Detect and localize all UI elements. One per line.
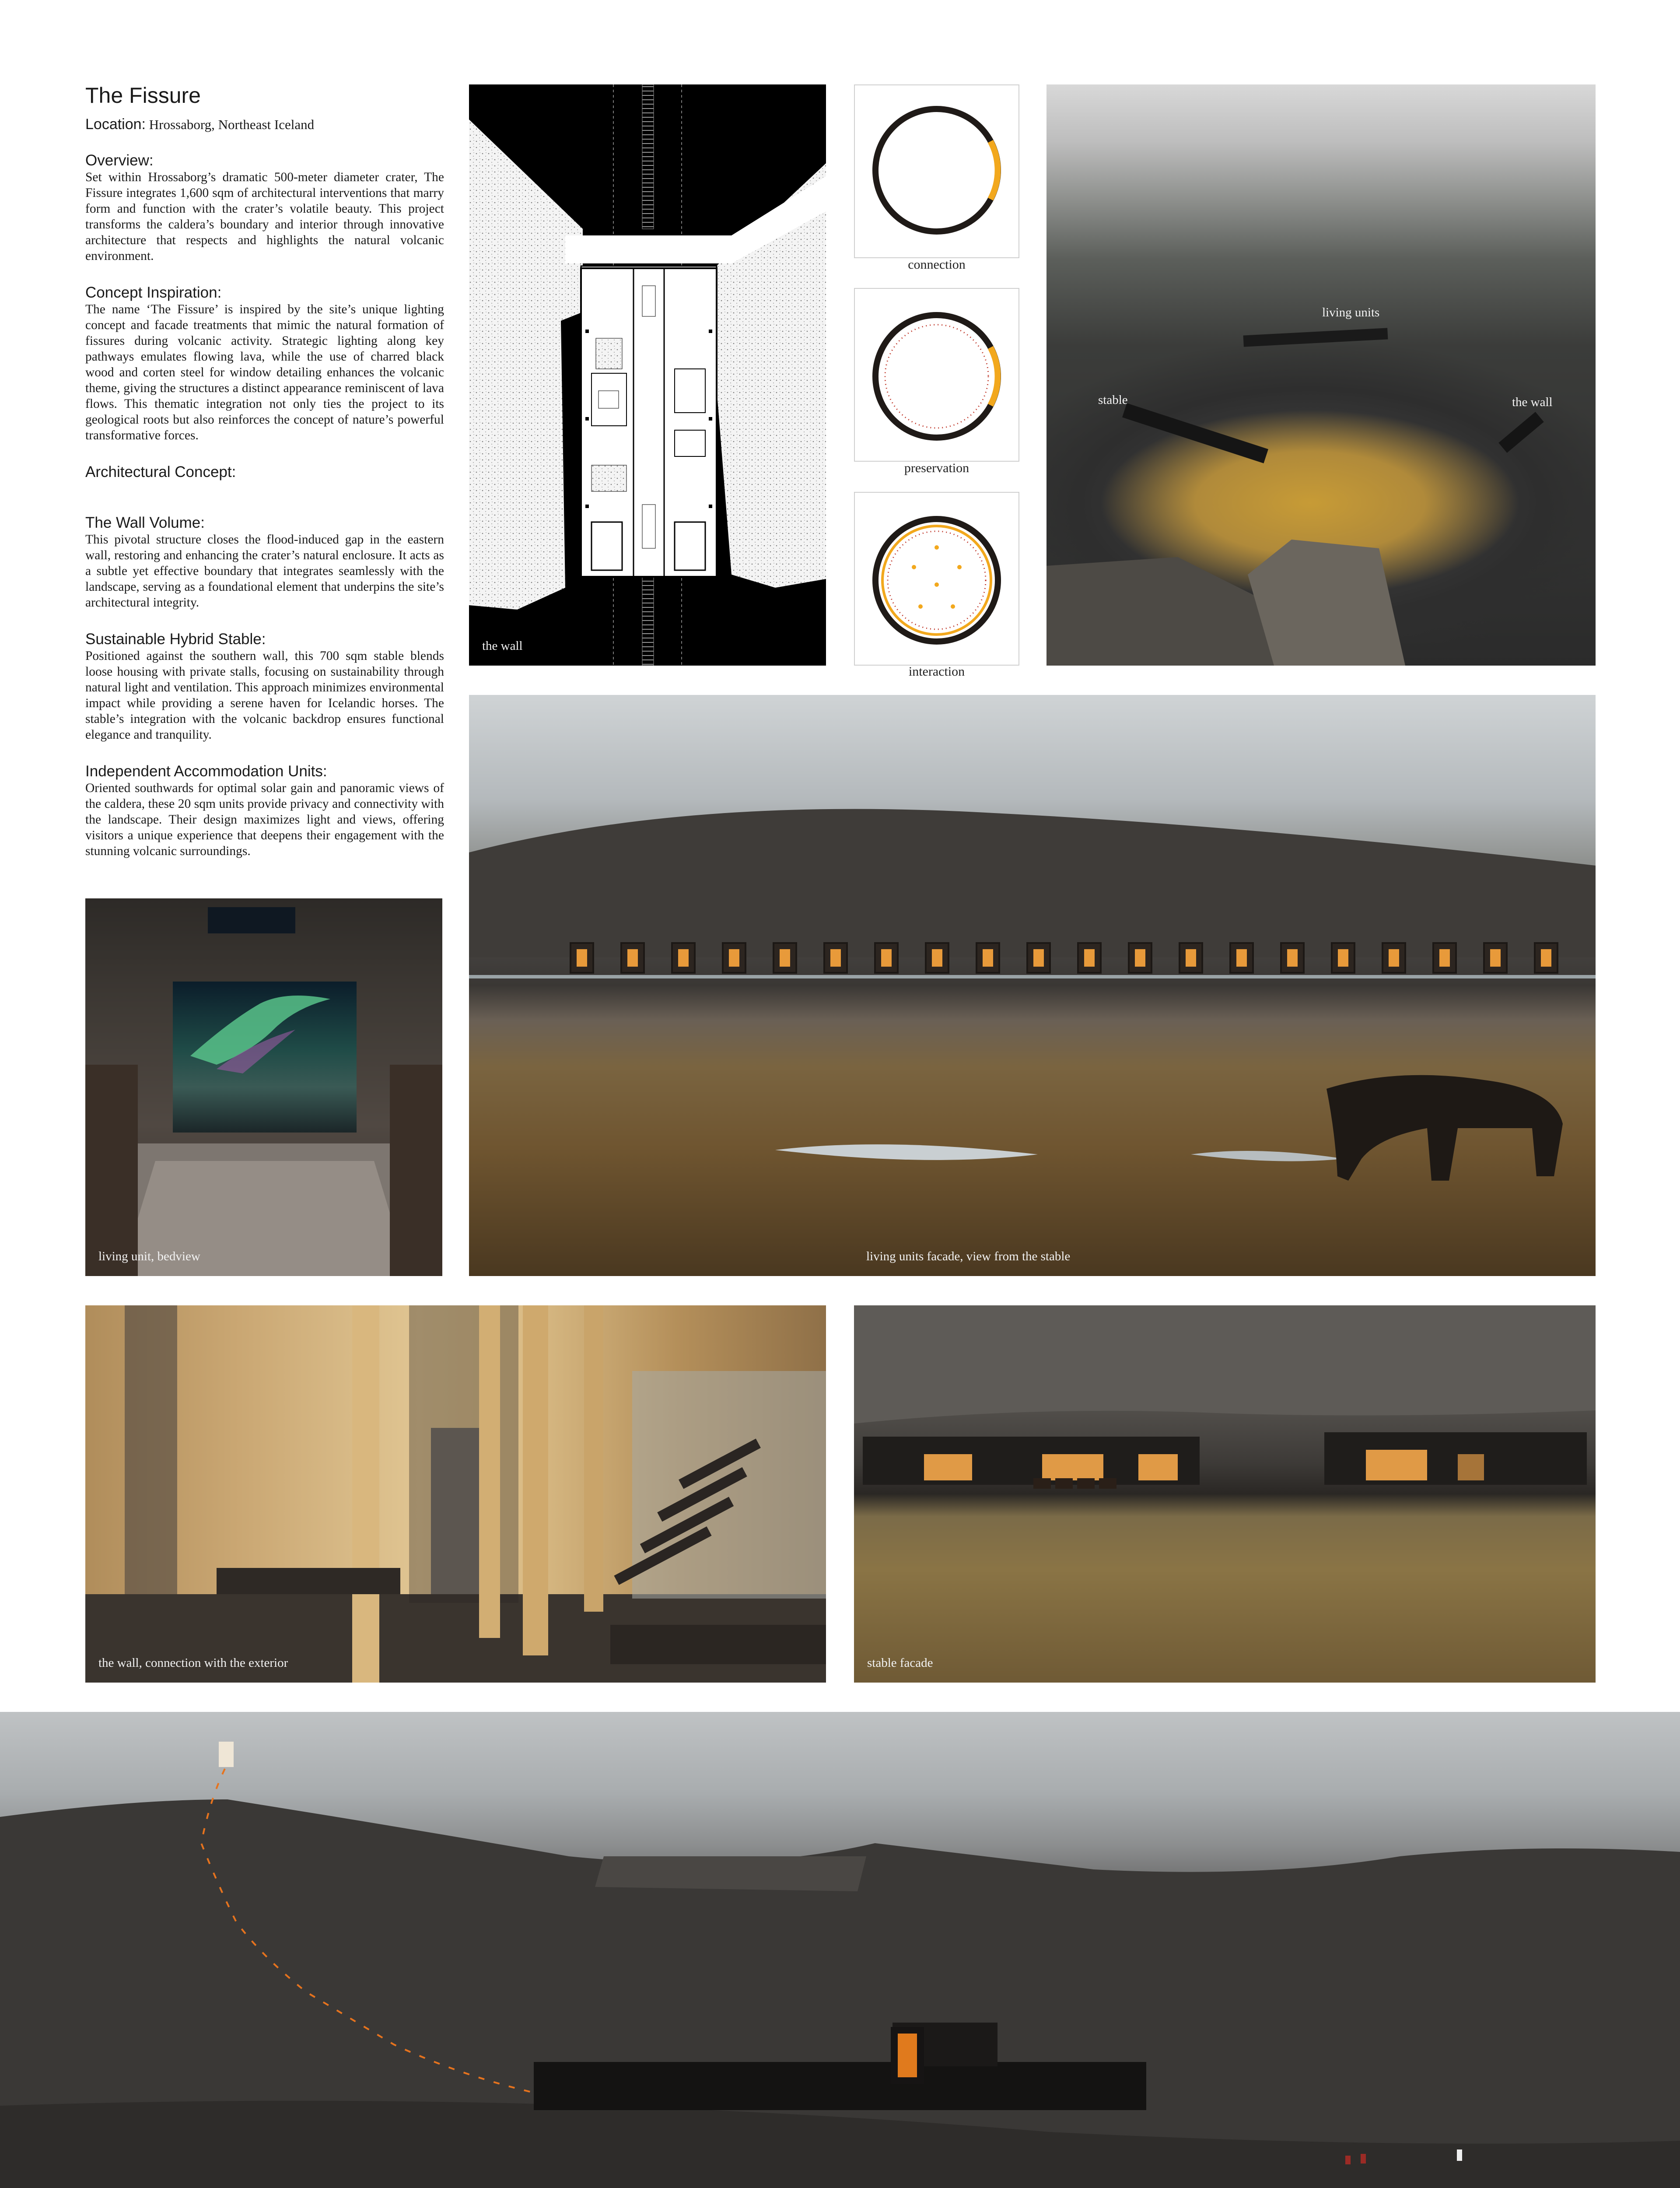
concept-text: The name ‘The Fissure’ is inspired by the site’s unique lighting concept and facade treatments that mimic the natural formation of fissures during volcanic activity. Strategic lighting along key pathways emulates flowing lava, while the use of charred black wood and corten steel for window detailing enhances the volcanic theme, giving the structures a distinct appearance reminiscent of lava flows. This thematic integration not only ties the project to its geological roots but also reinforces the concept of nature’s powerful transformative forces. [85,302,444,442]
unit-window [722,942,746,974]
hybrid-stable-heading: Sustainable Hybrid Stable: [85,631,266,648]
unit-window [925,942,949,974]
diagram-interaction-label: interaction [908,664,965,679]
living-units-facade-photo [469,695,1596,1276]
wall-volume-text: This pivotal structure closes the flood-induced gap in the eastern wall, restoring and enhancing the crater’s natural enclosure. It acts as a subtle yet effective boundary that integrates seamlessly with the landscape, serving as a foundational element that underpins the site’s architectural integrity. [85,533,444,610]
unit-window [1229,942,1254,974]
unit-window [671,942,696,974]
wall-volume-heading: The Wall Volume: [85,514,205,531]
unit-window [1026,942,1051,974]
floor-plan-drawing [469,84,826,666]
bedview-caption: living unit, bedview [98,1249,200,1263]
wall-entry-point-photo [0,1712,1680,2188]
entry-landscape [0,1712,1680,2188]
unit-window [1331,942,1355,974]
plan-caption: the wall [482,639,523,653]
diagram-connection-label: connection [908,257,966,272]
unit-window [823,942,848,974]
accommodation-units-heading: Independent Accommodation Units: [85,763,327,780]
project-location [85,116,444,133]
wall-floor-plan [469,84,826,666]
wall-interior-photo [85,1305,826,1683]
project-title: The Fissure [85,83,201,108]
text-column [85,82,444,879]
connection-ring-graphic [855,85,1018,257]
aerial-label-living-units: living units [1322,305,1380,319]
diagram-preservation-label: preservation [904,461,970,475]
overview-heading: Overview: [85,152,154,169]
location-value: Hrossaborg, Northeast Iceland [149,117,315,132]
accommodation-units-text: Oriented southwards for optimal solar gain and panoramic views of the caldera, these 20 sqm units provide privacy and connectivity with the landscape. Their design maximizes light and views, offering visitors a unique experience that deepens their engagement with the stunning volcanic surroundings. [85,781,444,858]
interior-caption: the wall, connection with the exterior [98,1656,288,1670]
facade-caption: living units facade, view from the stable [866,1249,1071,1263]
unit-window [1534,942,1558,974]
location-label: Location: [85,116,146,133]
aerial-label-the-wall: the wall [1512,395,1553,409]
living-unit-bedview-photo [85,898,442,1276]
interior-scene [85,1305,826,1683]
stable-scene [854,1305,1596,1683]
unit-window [773,942,797,974]
unit-window [1179,942,1203,974]
unit-window [570,942,594,974]
aerial-crater-photo [1046,84,1596,666]
unit-window [1077,942,1102,974]
unit-window [1483,942,1508,974]
unit-window [1280,942,1305,974]
aerial-label-stable: stable [1098,393,1128,407]
diagram-connection [854,84,1019,258]
unit-window [1432,942,1457,974]
unit-window [976,942,1000,974]
diagram-preservation [854,288,1019,462]
overview-text: Set within Hrossaborg’s dramatic 500-meter diameter crater, The Fissure integrates 1,600 sqm of architectural interventions that marry form and function with the crater’s volatile beauty. This project transforms the caldera’s boundary and interior through innovative architecture that respects and highlights the natural volcanic environment. [85,170,444,263]
bedview-scene [85,898,442,1276]
stable-caption: stable facade [867,1656,933,1670]
interaction-ring-graphic [855,493,1018,665]
diagram-interaction [854,492,1019,666]
unit-window [1128,942,1152,974]
concept-heading: Concept Inspiration: [85,284,222,301]
preservation-ring-graphic [855,289,1018,461]
unit-window [874,942,899,974]
architectural-concept-heading: Architectural Concept: [85,463,236,480]
unit-window [1382,942,1406,974]
unit-window [620,942,645,974]
accommodation-units-row [570,942,1558,977]
aerial-overlay [1046,84,1596,666]
hybrid-stable-text: Positioned against the southern wall, this 700 sqm stable blends loose housing with private stalls, focusing on sustainability through natural light and ventilation. This approach minimizes environmental impact while providing a serene haven for Icelandic horses. The stable’s integration with the volcanic backdrop ensures functional elegance and tranquility. [85,649,444,742]
facade-landscape [469,695,1596,1276]
stable-facade-photo [854,1305,1596,1683]
